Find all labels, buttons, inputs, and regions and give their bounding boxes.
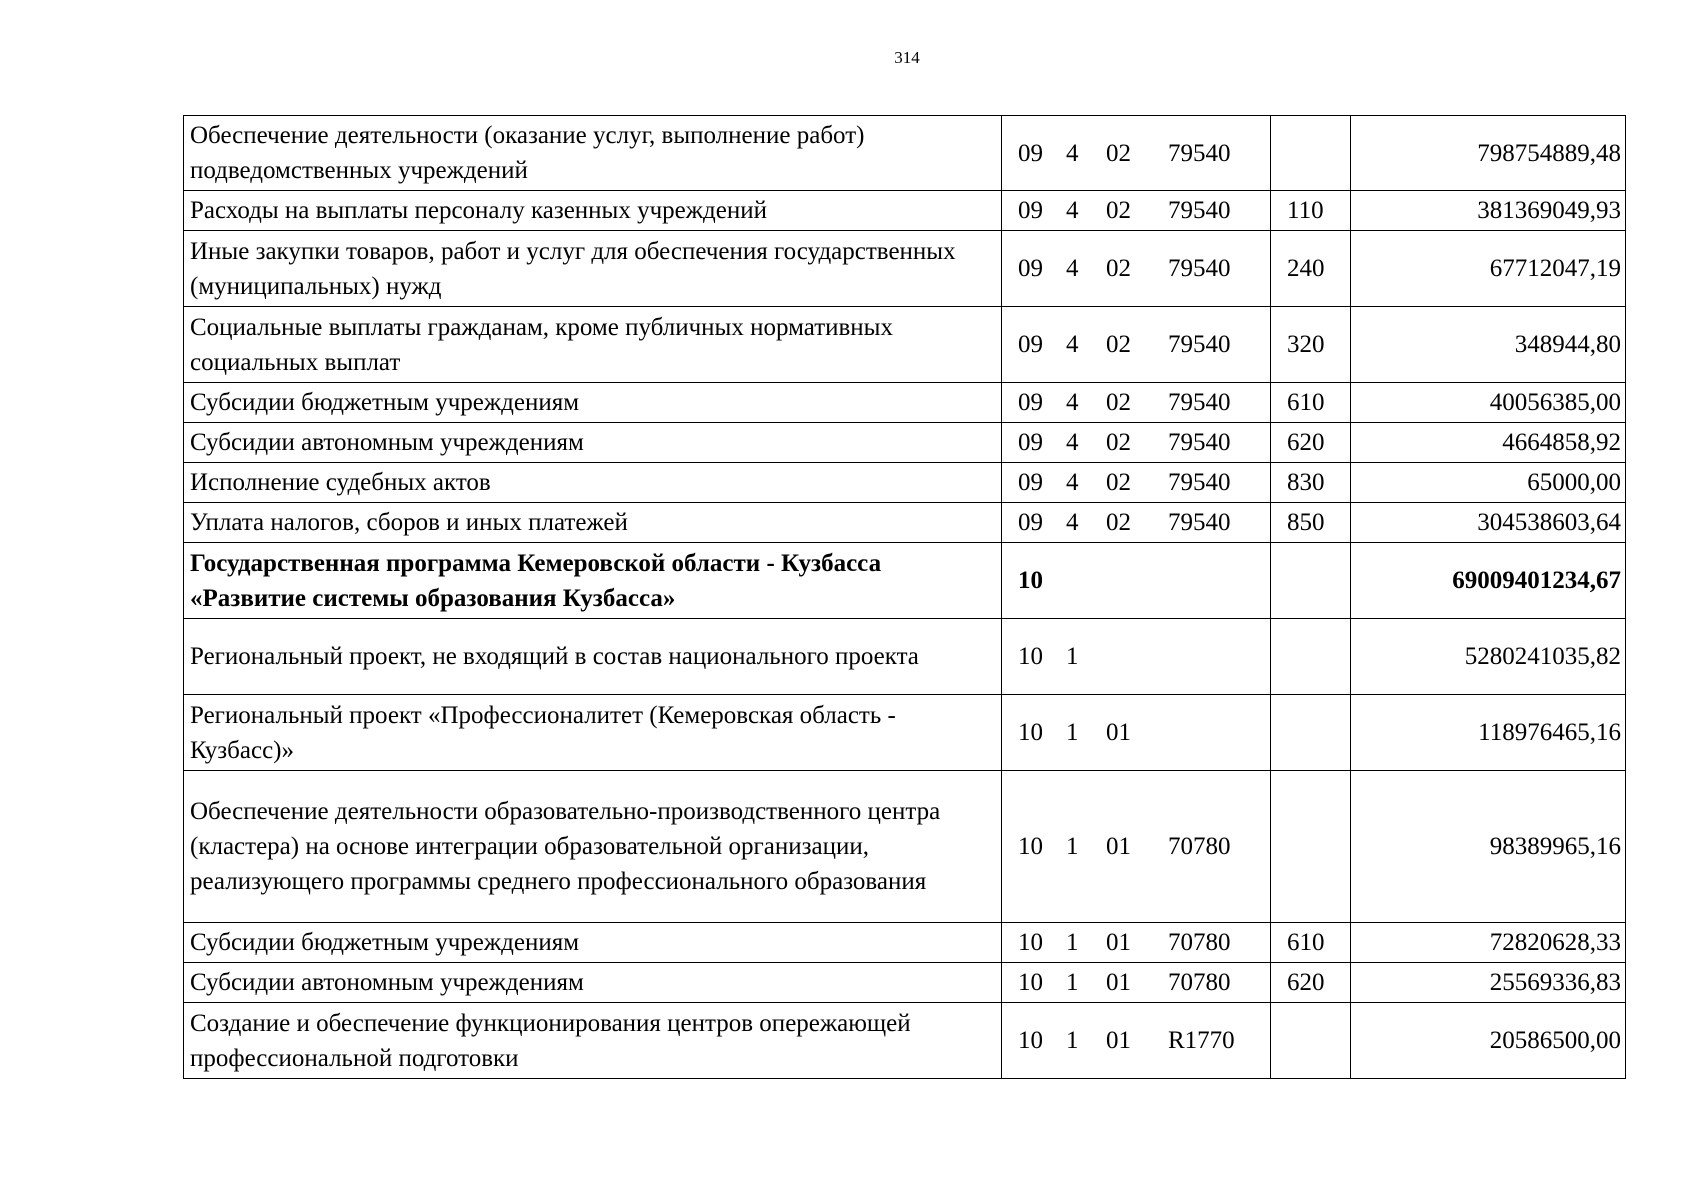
direction-code: 70780 xyxy=(1168,929,1231,956)
element-code: 02 xyxy=(1106,469,1131,496)
row-amount: 4664858,92 xyxy=(1351,423,1626,463)
row-name: Обеспечение деятельности (оказание услуг, выполнение работ) подведомственных учреждений xyxy=(184,116,1002,191)
row-name: Субсидии бюджетным учреждениям xyxy=(184,923,1002,963)
row-codes xyxy=(1002,503,1271,543)
expense-type-code xyxy=(1271,543,1351,619)
row-amount: 798754889,48 xyxy=(1351,116,1626,191)
row-name: Исполнение судебных актов xyxy=(184,463,1002,503)
table-row xyxy=(184,771,1626,923)
subprogram-code: 4 xyxy=(1066,509,1079,536)
row-name: Субсидии автономным учреждениям xyxy=(184,423,1002,463)
page-number: 314 xyxy=(894,48,920,67)
element-code: 02 xyxy=(1106,139,1131,167)
expense-type-code xyxy=(1271,619,1351,695)
program-code: 09 xyxy=(1018,469,1043,496)
program-code: 09 xyxy=(1018,255,1043,282)
table-row xyxy=(184,503,1626,543)
table-row xyxy=(184,307,1626,383)
row-amount: 20586500,00 xyxy=(1351,1003,1626,1079)
subprogram-code: 1 xyxy=(1066,719,1079,746)
row-codes xyxy=(1002,619,1271,695)
row-name: Региональный проект «Профессионалитет (Кемеровская область - Кузбасс)» xyxy=(184,695,1002,771)
row-codes xyxy=(1002,463,1271,503)
program-code: 10 xyxy=(1018,833,1043,860)
subprogram-code: 4 xyxy=(1066,197,1079,224)
row-name: Уплата налогов, сборов и иных платежей xyxy=(184,503,1002,543)
row-codes xyxy=(1002,423,1271,463)
table-row xyxy=(184,695,1626,771)
row-amount: 72820628,33 xyxy=(1351,923,1626,963)
row-amount: 98389965,16 xyxy=(1351,771,1626,923)
element-code: 02 xyxy=(1106,255,1131,282)
subprogram-code: 1 xyxy=(1066,929,1079,956)
element-code: 01 xyxy=(1106,719,1131,746)
row-amount: 118976465,16 xyxy=(1351,695,1626,771)
expense-type-code: 850 xyxy=(1271,503,1351,543)
subprogram-code: 1 xyxy=(1066,1027,1079,1054)
row-codes xyxy=(1002,191,1271,231)
expense-type-code: 610 xyxy=(1271,923,1351,963)
program-code: 09 xyxy=(1018,331,1043,358)
table-row xyxy=(184,963,1626,1003)
element-code: 02 xyxy=(1106,197,1131,224)
row-name: Субсидии бюджетным учреждениям xyxy=(184,383,1002,423)
element-code: 02 xyxy=(1106,429,1131,456)
row-codes xyxy=(1002,383,1271,423)
row-amount: 40056385,00 xyxy=(1351,383,1626,423)
expense-type-code: 610 xyxy=(1271,383,1351,423)
subprogram-code: 4 xyxy=(1066,255,1079,282)
subprogram-code: 4 xyxy=(1066,389,1079,416)
program-code: 10 xyxy=(1018,929,1043,956)
direction-code: 79540 xyxy=(1168,197,1231,224)
element-code: 01 xyxy=(1106,929,1131,956)
expense-type-code xyxy=(1271,1003,1351,1079)
direction-code: 79540 xyxy=(1168,509,1231,536)
expense-type-code: 110 xyxy=(1271,191,1351,231)
row-name: Обеспечение деятельности образовательно-производственного центра (кластера) на основе интеграции образовательной организации, реализующего программы среднего профессионального образования xyxy=(184,771,1002,923)
expense-type-code xyxy=(1271,771,1351,923)
table-row xyxy=(184,543,1626,619)
subprogram-code: 4 xyxy=(1066,469,1079,496)
row-name: Субсидии автономным учреждениям xyxy=(184,963,1002,1003)
element-code: 02 xyxy=(1106,509,1131,536)
direction-code: 79540 xyxy=(1168,331,1231,358)
row-amount: 348944,80 xyxy=(1351,307,1626,383)
row-amount: 381369049,93 xyxy=(1351,191,1626,231)
expense-type-code xyxy=(1271,695,1351,771)
subprogram-code: 1 xyxy=(1066,643,1079,670)
element-code: 02 xyxy=(1106,331,1131,358)
program-code: 09 xyxy=(1018,197,1043,224)
expense-type-code xyxy=(1271,116,1351,191)
table-row xyxy=(184,463,1626,503)
element-code: 01 xyxy=(1106,1027,1131,1054)
program-code: 10 xyxy=(1018,719,1043,746)
element-code: 01 xyxy=(1106,833,1131,860)
program-code: 10 xyxy=(1018,643,1043,670)
row-codes xyxy=(1002,923,1271,963)
direction-code: 79540 xyxy=(1168,255,1231,282)
table-row xyxy=(184,423,1626,463)
row-name: Социальные выплаты гражданам, кроме публичных нормативных социальных выплат xyxy=(184,307,1002,383)
program-code: 10 xyxy=(1018,567,1043,594)
row-codes xyxy=(1002,307,1271,383)
program-code: 09 xyxy=(1018,509,1043,536)
element-code: 02 xyxy=(1106,389,1131,416)
row-amount: 65000,00 xyxy=(1351,463,1626,503)
row-codes xyxy=(1002,231,1271,307)
subprogram-code: 1 xyxy=(1066,833,1079,860)
table-row xyxy=(184,619,1626,695)
row-amount: 67712047,19 xyxy=(1351,231,1626,307)
row-name: Региональный проект, не входящий в состав национального проекта xyxy=(184,619,1002,695)
direction-code: 79540 xyxy=(1168,389,1231,416)
row-amount: 5280241035,82 xyxy=(1351,619,1626,695)
row-name: Государственная программа Кемеровской области - Кузбасса «Развитие системы образования Кузбасса» xyxy=(184,543,1002,619)
program-code: 09 xyxy=(1018,429,1043,456)
row-name: Расходы на выплаты персоналу казенных учреждений xyxy=(184,191,1002,231)
subprogram-code: 4 xyxy=(1066,331,1079,358)
budget-table xyxy=(183,115,1626,1079)
direction-code: 79540 xyxy=(1168,469,1231,496)
expense-type-code: 620 xyxy=(1271,963,1351,1003)
table-row xyxy=(184,923,1626,963)
table-row xyxy=(184,231,1626,307)
subprogram-code: 4 xyxy=(1066,139,1079,167)
direction-code: R1770 xyxy=(1168,1027,1235,1054)
direction-code: 70780 xyxy=(1168,969,1231,996)
row-codes xyxy=(1002,543,1271,619)
row-name: Создание и обеспечение функционирования центров опережающей профессиональной подготовки xyxy=(184,1003,1002,1079)
direction-code: 79540 xyxy=(1168,139,1231,167)
subprogram-code: 1 xyxy=(1066,969,1079,996)
row-codes xyxy=(1002,1003,1271,1079)
row-codes xyxy=(1002,963,1271,1003)
expense-type-code: 320 xyxy=(1271,307,1351,383)
row-amount: 69009401234,67 xyxy=(1351,543,1626,619)
row-codes xyxy=(1002,116,1271,191)
element-code: 01 xyxy=(1106,969,1131,996)
table-row xyxy=(184,116,1626,191)
expense-type-code: 830 xyxy=(1271,463,1351,503)
direction-code: 79540 xyxy=(1168,429,1231,456)
table-body xyxy=(184,116,1626,1079)
program-code: 09 xyxy=(1018,389,1043,416)
program-code: 10 xyxy=(1018,969,1043,996)
direction-code: 70780 xyxy=(1168,833,1231,860)
program-code: 09 xyxy=(1018,139,1043,167)
row-codes xyxy=(1002,695,1271,771)
table-row xyxy=(184,383,1626,423)
expense-type-code: 620 xyxy=(1271,423,1351,463)
row-codes xyxy=(1002,771,1271,923)
row-name: Иные закупки товаров, работ и услуг для обеспечения государственных (муниципальных) нужд xyxy=(184,231,1002,307)
row-amount: 25569336,83 xyxy=(1351,963,1626,1003)
program-code: 10 xyxy=(1018,1027,1043,1054)
table-row xyxy=(184,1003,1626,1079)
table-row xyxy=(184,191,1626,231)
expense-type-code: 240 xyxy=(1271,231,1351,307)
row-amount: 304538603,64 xyxy=(1351,503,1626,543)
subprogram-code: 4 xyxy=(1066,429,1079,456)
